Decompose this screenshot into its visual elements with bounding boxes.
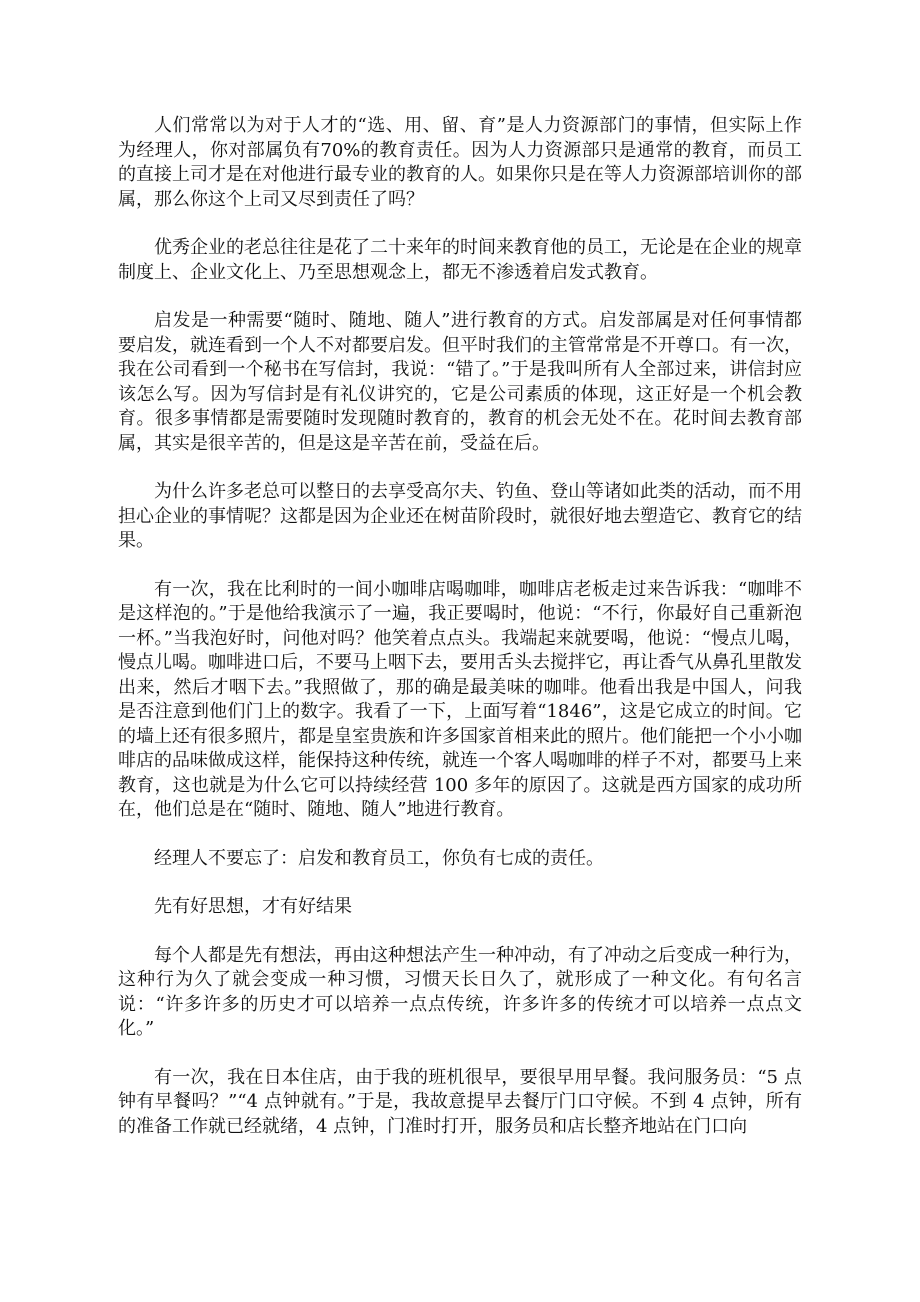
paragraph-golf-fishing: 为什么许多老总可以整日的去享受高尔夫、钓鱼、登山等诸如此类的活动，而不用担心企业的事情呢？这都是因为企业还在树苗阶段时，就很好地去塑造它、教育它的结果。 [118,481,802,551]
paragraph-manager-reminder: 经理人不要忘了：启发和教育员工，你负有七成的责任。 [154,847,604,869]
paragraph-inspiration-method: 启发是一种需要“随时、随地、随人”进行教育的方式。启发部属是对任何事情都要启发，就连看到一个人不对都要启发。但平时我们的主管常常是不开尊口。有一次，我在公司看到一个秘书在写信封，我说：“错了。”于是我叫所有人全部过来，讲信封应该怎么写。因为写信封是有礼仪讲究的，它是公司素质的体现，这正好是一个机会教育。很多事情都是需要随时发现随时教育的，教育的机会无处不在。花时间去教育部属，其实是很辛苦的，但是这是辛苦在前，受益在后。 [118,310,802,454]
section-heading: 先有好思想，才有好结果 [154,896,352,917]
paragraph-belgium-coffee: 有一次，我在比利时的一间小咖啡店喝咖啡，咖啡店老板走过来告诉我：“咖啡不是这样泡的。”于是他给我演示了一遍，我正要喝时，他说：“不行，你最好自己重新泡一杯。”当我泡好时，问他对吗？他笑着点点头。我端起来就要喝，他说：“慢点儿喝，慢点儿喝。咖啡进口后，不要马上咽下去，要用舌头去搅拌它，再让香气从鼻孔里散发出来，然后才咽下去。”我照做了，那的确是最美味的咖啡。他看出我是中国人，问我是否注意到他们门上的数字。我看了一下，上面写着“1846”，这是它成立的时间。它的墙上还有很多照片，都是皇室贵族和许多国家首相来此的照片。他们能把一个小小咖啡店的品味做成这样，能保持这种传统，就连一个客人喝咖啡的样子不对，都要马上来教育，这也就是为什么它可以持续经营 100 多年的原因了。这就是西方国家的成功所在，他们总是在“随时、随地、随人”地进行教育。 [118,578,802,820]
paragraph-excellent-boss: 优秀企业的老总往往是花了二十来年的时间来教育他的员工，无论是在企业的规章制度上、企业文化上、乃至思想观念上，都无不渗透着启发式教育。 [118,237,802,283]
paragraph-hr-responsibility: 人们常常以为对于人才的“选、用、留、育”是人力资源部门的事情，但实际上作为经理人，你对部属负有70%的教育责任。因为人力资源部只是通常的教育，而员工的直接上司才是在对他进行最专业的教育的人。如果你只是在等人力资源部培训你的部属，那么你这个上司又尽到责任了吗？ [118,115,802,210]
document-page [118,114,802,1163]
paragraph-japan-hotel: 有一次，我在日本住店，由于我的班机很早，要很早用早餐。我问服务员：“5 点钟有早餐吗？”“4 点钟就有。”于是，我故意提早去餐厅门口守候。不到 4 点钟，所有的准备工作就已经就绪，4 点钟，门准时打开，服务员和店长整齐地站在门口向 [118,1066,802,1137]
paragraph-thought-to-culture: 每个人都是先有想法，再由这种想法产生一种冲动，有了冲动之后变成一种行为，这种行为久了就会变成一种习惯，习惯天长日久了，就形成了一种文化。有句名言说：“许多许多的历史才可以培养一点点传统，许多许多的传统才可以培养一点点文化。” [118,944,802,1039]
